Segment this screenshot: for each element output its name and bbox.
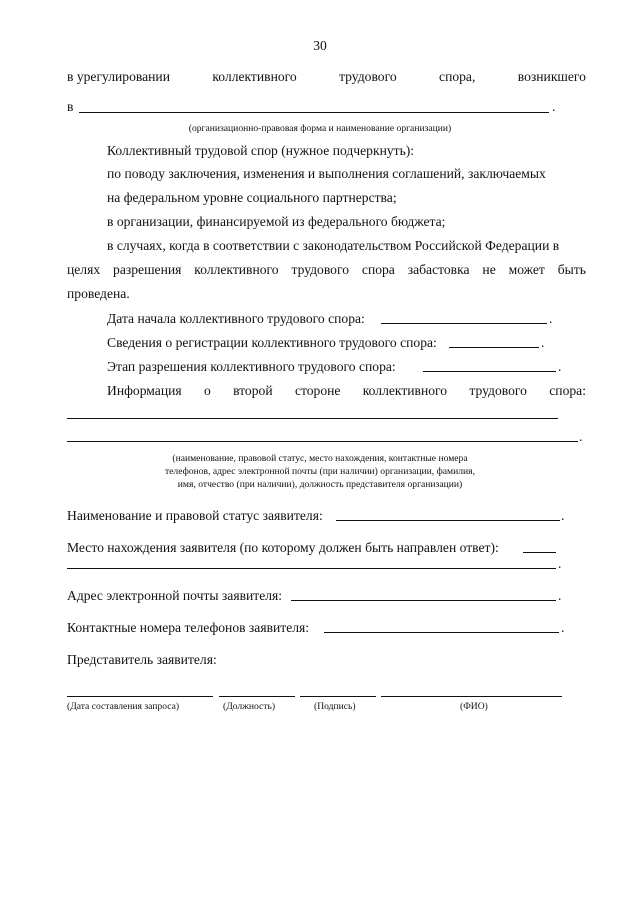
word: коллективного	[362, 383, 448, 398]
applicant-email-input-line[interactable]	[291, 600, 556, 601]
stage-label: Этап разрешения коллективного трудового спора:	[107, 359, 396, 374]
other-side-label	[107, 383, 586, 399]
end-dot: .	[549, 311, 553, 326]
organization-input-line[interactable]	[79, 112, 549, 113]
date-caption: (Дата составления запроса)	[67, 701, 180, 712]
fio-input-line[interactable]	[381, 696, 562, 697]
word: второй	[233, 383, 273, 398]
intro-word: коллективного	[212, 69, 297, 84]
word: разрешения	[113, 262, 182, 277]
other-side-input-line[interactable]	[67, 418, 558, 419]
intro-line	[67, 69, 586, 85]
start-date-input-line[interactable]	[381, 323, 547, 324]
end-dot: .	[561, 508, 565, 523]
applicant-phones-label: Контактные номера телефонов заявителя:	[67, 620, 310, 635]
fio-caption: (ФИО)	[460, 701, 488, 712]
intro-word: возникшего	[517, 69, 586, 84]
intro-word: трудового	[339, 69, 397, 84]
end-dot: .	[552, 99, 556, 114]
dispute-option[interactable]: в организации, финансируемой из федерального бюджета;	[107, 214, 446, 229]
organization-caption: (организационно-правовая форма и наименование организации)	[188, 123, 452, 134]
word: может	[508, 262, 545, 277]
other-side-input-line[interactable]	[67, 441, 578, 442]
word: трудового	[469, 383, 527, 398]
applicant-location-input-line[interactable]	[67, 568, 556, 569]
intro-word: в урегулировании	[67, 69, 170, 84]
dispute-option[interactable]: в случаях, когда в соответствии с законодательством Российской Федерации в	[107, 238, 560, 253]
signature-input-line[interactable]	[300, 696, 376, 697]
applicant-email-label: Адрес электронной почты заявителя:	[67, 588, 283, 603]
dispute-option[interactable]: по поводу заключения, изменения и выполнения соглашений, заключаемых	[107, 166, 546, 181]
other-side-caption: телефонов, адрес электронной почты (при наличии) организации, фамилия,	[164, 466, 475, 477]
other-side-caption: имя, отчество (при наличии), должность представителя организации)	[177, 479, 463, 490]
end-dot: .	[558, 359, 562, 374]
word: не	[482, 262, 496, 277]
other-side-caption: (наименование, правовой статус, место нахождения, контактные номера	[172, 453, 468, 464]
end-dot: .	[558, 556, 562, 571]
dispute-option-cont[interactable]: на федеральном уровне социального партнерства;	[107, 190, 397, 205]
registration-label: Сведения о регистрации коллективного трудового спора:	[107, 335, 437, 350]
word: Информация	[107, 383, 182, 398]
intro-word: спора,	[439, 69, 476, 84]
word: спора:	[549, 383, 586, 398]
end-dot: .	[579, 429, 583, 444]
applicant-phones-input-line[interactable]	[324, 632, 559, 633]
date-input-line[interactable]	[67, 696, 213, 697]
word: стороне	[294, 383, 341, 398]
word: трудового	[291, 262, 350, 277]
signature-caption: (Подпись)	[314, 701, 356, 712]
intro-prefix: в	[67, 99, 74, 114]
end-dot: .	[541, 335, 545, 350]
word: забастовка	[407, 262, 470, 277]
start-date-label: Дата начала коллективного трудового спора:	[107, 311, 365, 326]
stage-input-line[interactable]	[423, 371, 556, 372]
applicant-location-label: Место нахождения заявителя (по которому должен быть направлен ответ):	[67, 540, 499, 555]
dispute-option-cont[interactable]: проведена.	[67, 286, 130, 301]
registration-input-line[interactable]	[449, 347, 539, 348]
dispute-heading: Коллективный трудовой спор (нужное подчеркнуть):	[107, 143, 415, 158]
end-dot: .	[561, 620, 565, 635]
word: спора	[361, 262, 395, 277]
end-dot: .	[558, 588, 562, 603]
position-caption: (Должность)	[223, 701, 276, 712]
word: целях	[67, 262, 101, 277]
word: коллективного	[194, 262, 279, 277]
word: быть	[557, 262, 586, 277]
applicant-name-label: Наименование и правовой статус заявителя:	[67, 508, 323, 523]
applicant-location-input-line[interactable]	[523, 552, 556, 553]
applicant-name-input-line[interactable]	[336, 520, 560, 521]
representative-label: Представитель заявителя:	[67, 652, 217, 667]
position-input-line[interactable]	[219, 696, 295, 697]
word: о	[203, 383, 211, 398]
page-number: 30	[313, 38, 327, 53]
dispute-option-cont[interactable]	[67, 262, 586, 278]
